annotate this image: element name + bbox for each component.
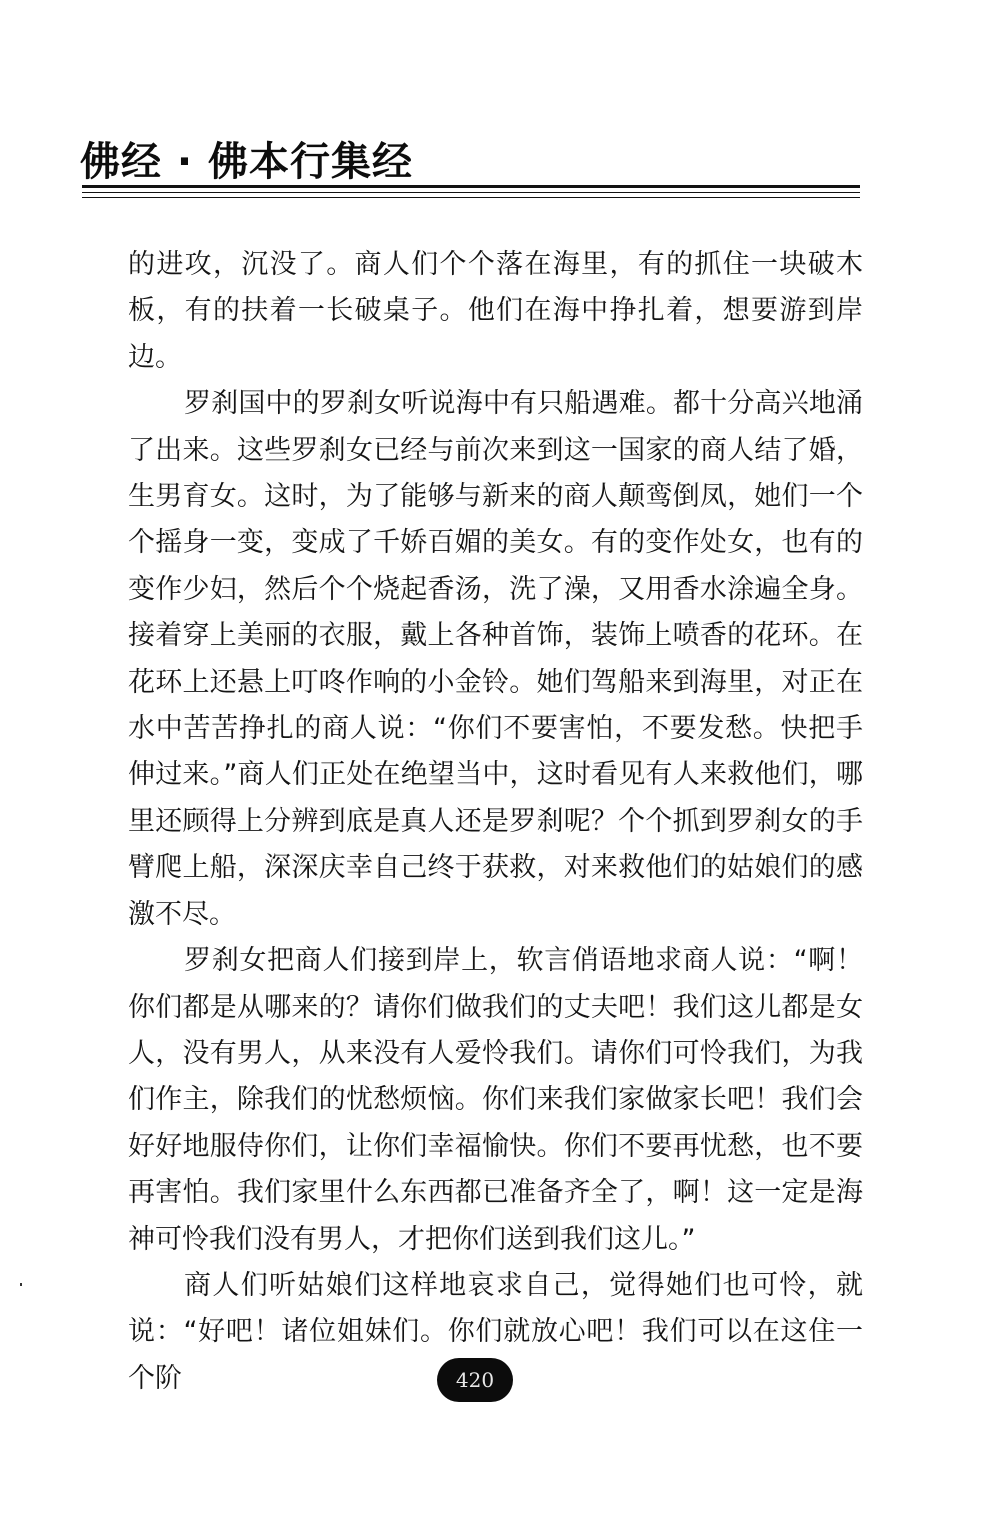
header-rule-thin — [82, 192, 860, 193]
paragraph: 的进攻，沉没了。商人们个个落在海里，有的抓住一块破木板，有的扶着一长破桌子。他们在海中挣扎着，想要游到岸边。 — [128, 249, 863, 373]
paragraph: 商人们听姑娘们这样地哀求自己，觉得她们也可怜，就说：“好吧！诸位姐妹们。你们就放心吧！我们可以在这住一个阶 — [128, 1269, 863, 1394]
page-number: 420 — [455, 1368, 495, 1392]
body-text — [128, 242, 863, 1402]
header-rule-thick — [82, 185, 860, 188]
paragraph: 罗刹国中的罗刹女听说海中有只船遇难。都十分高兴地涌了出来。这些罗刹女已经与前次来到这一国家的商人结了婚，生男育女。这时，为了能够与新来的商人颠鸾倒凤，她们一个个摇身一变，变成了千娇百媚的美女。有的变作处女，也有的变作少妇，然后个个烧起香汤，洗了澡，又用香水涂遍全身。接着穿上美丽的衣服，戴上各种首饰，装饰上喷香的花环。在花环上还悬上叮咚作响的小金铃。她们驾船来到海里，对正在水中苦苦挣扎的商人说：“你们不要害怕，不要发愁。快把手伸过来。”商人们正处在绝望当中，这时看见有人来救他们，哪里还顾得上分辨到底是真人还是罗刹呢？个个抓到罗刹女的手臂爬上船，深深庆幸自己终于获救，对来救他们的姑娘们的感激不尽。 — [128, 388, 863, 930]
scan-speck — [20, 1283, 22, 1286]
paragraph: 罗刹女把商人们接到岸上，软言俏语地求商人说：“啊！你们都是从哪来的？请你们做我们的丈夫吧！我们这儿都是女人，没有男人，从来没有人爱怜我们。请你们可怜我们，为我们作主，除我们的忧愁烦恼。你们来我们家做家长吧！我们会好好地服侍你们，让你们幸福愉快。你们不要再忧愁，也不要再害怕。我们家里什么东西都已准备齐全了，啊！这一定是海神可怜我们没有男人，才把你们送到我们这儿。” — [128, 945, 863, 1255]
header-rule-thin — [82, 197, 860, 198]
page-number-badge — [437, 1358, 513, 1402]
running-header-title: 佛经 · 佛本行集经 — [80, 139, 414, 185]
